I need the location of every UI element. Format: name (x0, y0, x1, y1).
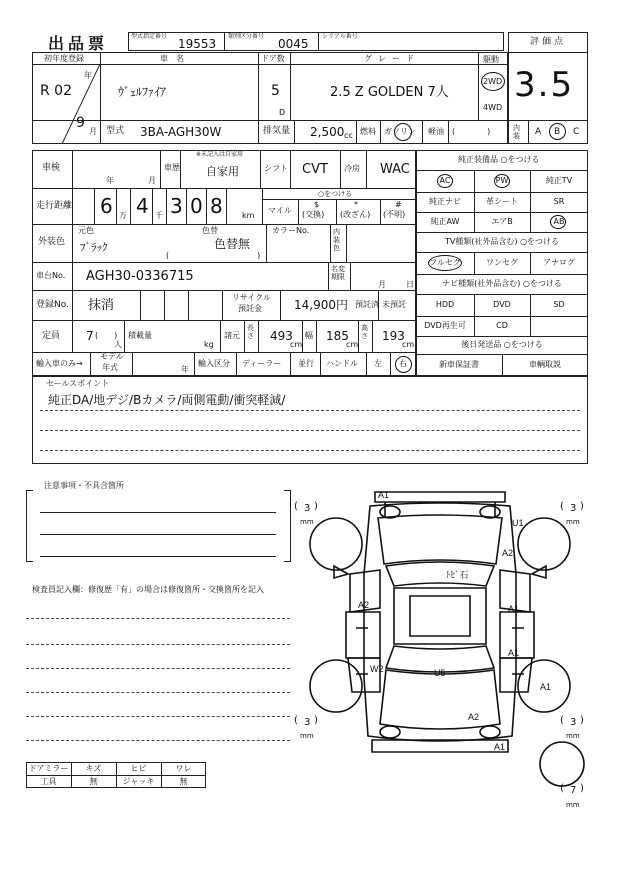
later-title: 後日発送品 ○をつける (461, 340, 543, 349)
doors-label: ドア数 (261, 54, 285, 63)
interior-color-label: 内装色 (333, 228, 340, 252)
shift-label: シフト (264, 164, 288, 173)
import-category-label: 輸入区分 (198, 359, 230, 368)
orig-color-value: ﾌﾞﾗｯｸ (80, 241, 108, 254)
tamper-symbol: * (354, 200, 358, 209)
tyre-fl-close: ) (314, 501, 318, 512)
length-label: 長さ (247, 324, 254, 340)
equip-sr[interactable]: SR (553, 197, 565, 206)
tv-fullseg-circle (428, 255, 462, 271)
navi-dvd[interactable]: DVD (493, 300, 511, 309)
reg-no-label: 登録No. (36, 300, 69, 310)
legend-tool-value: 無 (89, 776, 98, 786)
drive-4wd[interactable]: 4WD (483, 103, 503, 112)
tamper-option[interactable]: (改ざん) (340, 210, 371, 219)
model-year-label-1: モデル (100, 352, 124, 361)
import-parallel[interactable]: 並行 (298, 359, 314, 368)
damage-rear-bumper: A1 (494, 742, 506, 752)
form-title: 出品票 (48, 34, 109, 53)
unknown-symbol: # (395, 200, 402, 209)
usage-value: 自家用 (206, 165, 239, 178)
damage-lr-quarter: W2 (370, 664, 384, 674)
tyre-rr-unit: mm (566, 732, 580, 740)
load-unit: kg (204, 340, 214, 349)
tyre-rl-depth: 3 (304, 717, 311, 728)
model-year-unit: 年 (181, 365, 189, 374)
shaken-label: 車検 (42, 163, 61, 173)
type-no-value: 19553 (178, 37, 217, 51)
recycle-deposited[interactable]: 預託済 (355, 300, 379, 309)
damage-lf-door: A2 (358, 600, 370, 610)
damage-front-bumper: A1 (378, 490, 390, 500)
recycle-label-2: 預託金 (238, 304, 262, 313)
drive-2wd[interactable]: 2WD (483, 77, 503, 86)
damage-fr-wheel: U1 (512, 518, 524, 528)
mileage-digit-1: 6 (100, 194, 113, 218)
later-warranty[interactable]: 新車保証書 (439, 360, 479, 369)
damage-rr-wheel: A1 (540, 682, 552, 692)
katashiki-label: 型式 (106, 126, 125, 136)
navi-sd[interactable]: SD (553, 300, 565, 309)
first-reg-month-suffix: 月 (89, 127, 97, 136)
color-no-label: カラーNo. (272, 226, 310, 235)
grade-label: グレード (364, 54, 420, 63)
equip-navi[interactable]: 純正ナビ (429, 197, 461, 206)
first-reg-year: R 02 (40, 83, 72, 99)
navi-dvd-play[interactable]: DVD再生可 (424, 321, 466, 330)
tyre-fr-depth: 3 (570, 503, 577, 514)
tyre-fl-unit: mm (300, 518, 314, 526)
mileage-digit-2: 4 (136, 194, 149, 218)
width-value: 185 (326, 329, 349, 343)
name-change-month: 月 (378, 280, 386, 289)
katashiki-value: 3BA-AGH30W (140, 125, 222, 139)
caution-label: 注意事項・不具合箇所 (44, 481, 124, 490)
tyre-spare-open: ( (560, 783, 564, 794)
equip-ac[interactable]: AC (439, 176, 451, 185)
equip-ac-circle (437, 174, 453, 188)
import-label: 輸入車のみ→ (36, 359, 83, 368)
legend-tool: 工具 (40, 776, 57, 786)
name-change-label: 名変期限 (331, 265, 345, 281)
recycle-label-1: リサイクル (232, 293, 271, 302)
mileage-digit-3: 3 (170, 194, 183, 218)
capacity-paren: ( ) (95, 331, 118, 340)
tyre-fr-close: ) (580, 501, 584, 512)
later-manual[interactable]: 車輌取説 (529, 360, 561, 369)
capacity-label: 定員 (42, 331, 61, 341)
first-reg-label: 初年度登録 (44, 54, 84, 63)
fuel-gasoline-circle (394, 123, 412, 141)
damage-windshield: ﾄﾋﾞ石 (446, 570, 469, 580)
mileage-unit-sen: 千 (155, 211, 163, 220)
equipment-title: 純正装備品 ○をつける (458, 155, 540, 164)
interior-label: 内装 (513, 124, 520, 140)
height-value: 193 (382, 329, 405, 343)
equip-ab-circle (550, 215, 566, 229)
mileage-label: 走行距離 (36, 201, 73, 211)
handle-right[interactable]: 右 (399, 359, 407, 368)
width-label: 幅 (305, 331, 313, 340)
tv-analog[interactable]: アナログ (543, 258, 575, 267)
equip-ab[interactable]: AB (553, 217, 565, 226)
fuel-diesel[interactable]: 軽油 (428, 127, 444, 136)
color-label: 外装色 (38, 237, 66, 247)
drive-2wd-circle (481, 72, 505, 91)
interior-c[interactable]: C (573, 127, 580, 137)
inspector-label: 検査員記入欄：修復歴「有」の場合は修復箇所・交換箇所を記入 (32, 585, 264, 594)
handle-left[interactable]: 左 (374, 359, 382, 368)
tyre-fr-unit: mm (566, 518, 580, 526)
tyre-rr-close: ) (580, 715, 584, 726)
tv-oneseg[interactable]: ワンセグ (486, 258, 518, 267)
shaken-month-unit: 月 (148, 176, 156, 185)
tv-title: TV種類(社外品含む) ○をつける (444, 237, 560, 246)
navi-title: ナビ種類(社外品含む) ○をつける (442, 279, 562, 288)
legend-header-break: ワレ (175, 763, 192, 773)
tyre-rl-close: ) (314, 715, 318, 726)
fuel-label: 燃料 (360, 127, 376, 136)
doors-value: 5 (271, 83, 280, 99)
legend-header-scratch: キズ (85, 763, 102, 773)
tyre-rl-unit: mm (300, 732, 314, 740)
repaint-value: 色替無 (214, 237, 251, 251)
tyre-rr-open: ( (560, 715, 564, 726)
mileage-digit-5: 8 (210, 194, 223, 218)
legend-header-mirror: ドアミラー (28, 763, 69, 773)
model-label: 車名 (160, 54, 192, 63)
orig-color-label: 元色 (78, 226, 94, 235)
damage-rf-door: A1 (508, 604, 520, 614)
interior-b-circle (549, 123, 566, 140)
category-no-value: 0045 (278, 37, 309, 51)
mileage-unit-km: km (242, 211, 255, 220)
usage-label: 車歴 (164, 163, 180, 172)
displacement-label: 排気量 (263, 126, 291, 136)
category-no-label: 類別区分番号 (228, 33, 265, 40)
repaint-paren: ( ) (166, 251, 261, 260)
tyre-fr-open: ( (560, 501, 564, 512)
capacity-value: 7 (86, 329, 94, 343)
tyre-fl-open: ( (294, 501, 298, 512)
equip-leather[interactable]: 革シート (486, 197, 518, 206)
doors-suffix: D (279, 108, 286, 117)
car-damage-diagram (290, 478, 590, 808)
tyre-rl-open: ( (294, 715, 298, 726)
grade-value: 2.5 Z GOLDEN 7人 (330, 85, 449, 100)
first-reg-year-suffix: 年 (84, 71, 92, 80)
handle-right-circle (395, 356, 412, 373)
dims-label: 諸元 (224, 331, 240, 340)
equip-pw-circle (494, 174, 510, 188)
shaken-year-unit: 年 (106, 176, 114, 185)
width-unit: cm (346, 340, 359, 349)
damage-rear-panel: A2 (468, 712, 480, 722)
tyre-fl-depth: 3 (304, 503, 311, 514)
equip-airbag[interactable]: エアB (491, 217, 513, 226)
tyre-spare-close: ) (580, 783, 584, 794)
ac-label: 冷房 (344, 164, 360, 173)
model-value: ｳﾞｪﾙﾌｧｲｱ (118, 85, 167, 99)
legend-jack-value: 無 (179, 776, 188, 786)
height-unit: cm (402, 340, 415, 349)
tv-fullseg[interactable]: フルセグ (429, 258, 461, 267)
score-label: 評価点 (530, 37, 567, 47)
interior-b[interactable]: B (554, 127, 561, 137)
reg-no-value: 抹消 (88, 298, 115, 313)
mileage-mark-note: ○をつける (318, 190, 353, 198)
mileage-digit-4: 0 (190, 194, 203, 218)
recycle-value: 14,900円 (294, 298, 348, 312)
unknown-option[interactable]: (不明) (383, 210, 406, 219)
name-change-day: 日 (406, 280, 414, 289)
displacement-value: 2,500 (310, 125, 345, 139)
repaint-label: 色替 (202, 226, 218, 235)
navi-cd[interactable]: CD (496, 321, 508, 330)
equip-pw[interactable]: PW (495, 176, 509, 185)
damage-rear-glass: U5 (434, 668, 446, 678)
type-no-label: 型式指定番号 (131, 33, 168, 40)
serial-label: シリアル番号 (322, 33, 358, 40)
fuel-gasoline[interactable]: ガソリン (384, 127, 416, 136)
equip-tv[interactable]: 純正TV (545, 176, 573, 185)
load-label: 積載量 (128, 331, 152, 340)
handle-label: ハンドル (326, 359, 358, 368)
legend-jack: ジャッキ (122, 776, 155, 786)
chassis-label: 車台No. (36, 271, 66, 280)
sales-point-text: 純正DA/地デジ/Bカメラ/両側電動/衝突軽減/ (48, 393, 286, 407)
legend-header-crack: ヒビ (130, 763, 147, 773)
tyre-rr-depth: 3 (570, 717, 577, 728)
navi-hdd[interactable]: HDD (435, 300, 455, 309)
length-unit: cm (290, 340, 303, 349)
fuel-other: ( ) (452, 127, 491, 136)
sales-point-label: セールスポイント (46, 379, 110, 388)
swap-symbol: $ (314, 200, 320, 209)
mileage-unit-man: 万 (119, 211, 127, 220)
tyre-spare-depth: 7 (570, 785, 577, 796)
damage-rr-door: A1 (508, 648, 520, 658)
length-value: 493 (270, 329, 293, 343)
recycle-not-deposited[interactable]: 未預託 (382, 300, 406, 309)
chassis-value: AGH30-0336715 (86, 269, 194, 284)
model-year-label-2: 年式 (102, 363, 118, 372)
equip-aw[interactable]: 純正AW (430, 217, 460, 226)
swap-option[interactable]: (交換) (302, 210, 325, 219)
score-value: 3.5 (514, 65, 575, 105)
damage-fr-fender: A2 (502, 548, 514, 558)
ac-value: WAC (380, 162, 410, 177)
drive-label: 駆動 (483, 55, 499, 64)
mile-option[interactable]: マイル (268, 206, 292, 215)
height-label: 高さ (361, 324, 368, 340)
shift-value: CVT (302, 162, 328, 177)
first-reg-month: 9 (76, 115, 85, 131)
usage-note: ※未記入は自家用 (196, 151, 244, 158)
import-dealer[interactable]: ディーラー (242, 359, 282, 368)
displacement-unit: cc (344, 131, 353, 140)
capacity-unit: 人 (114, 340, 122, 349)
tyre-spare-unit: mm (566, 801, 580, 809)
interior-a[interactable]: A (535, 127, 542, 137)
